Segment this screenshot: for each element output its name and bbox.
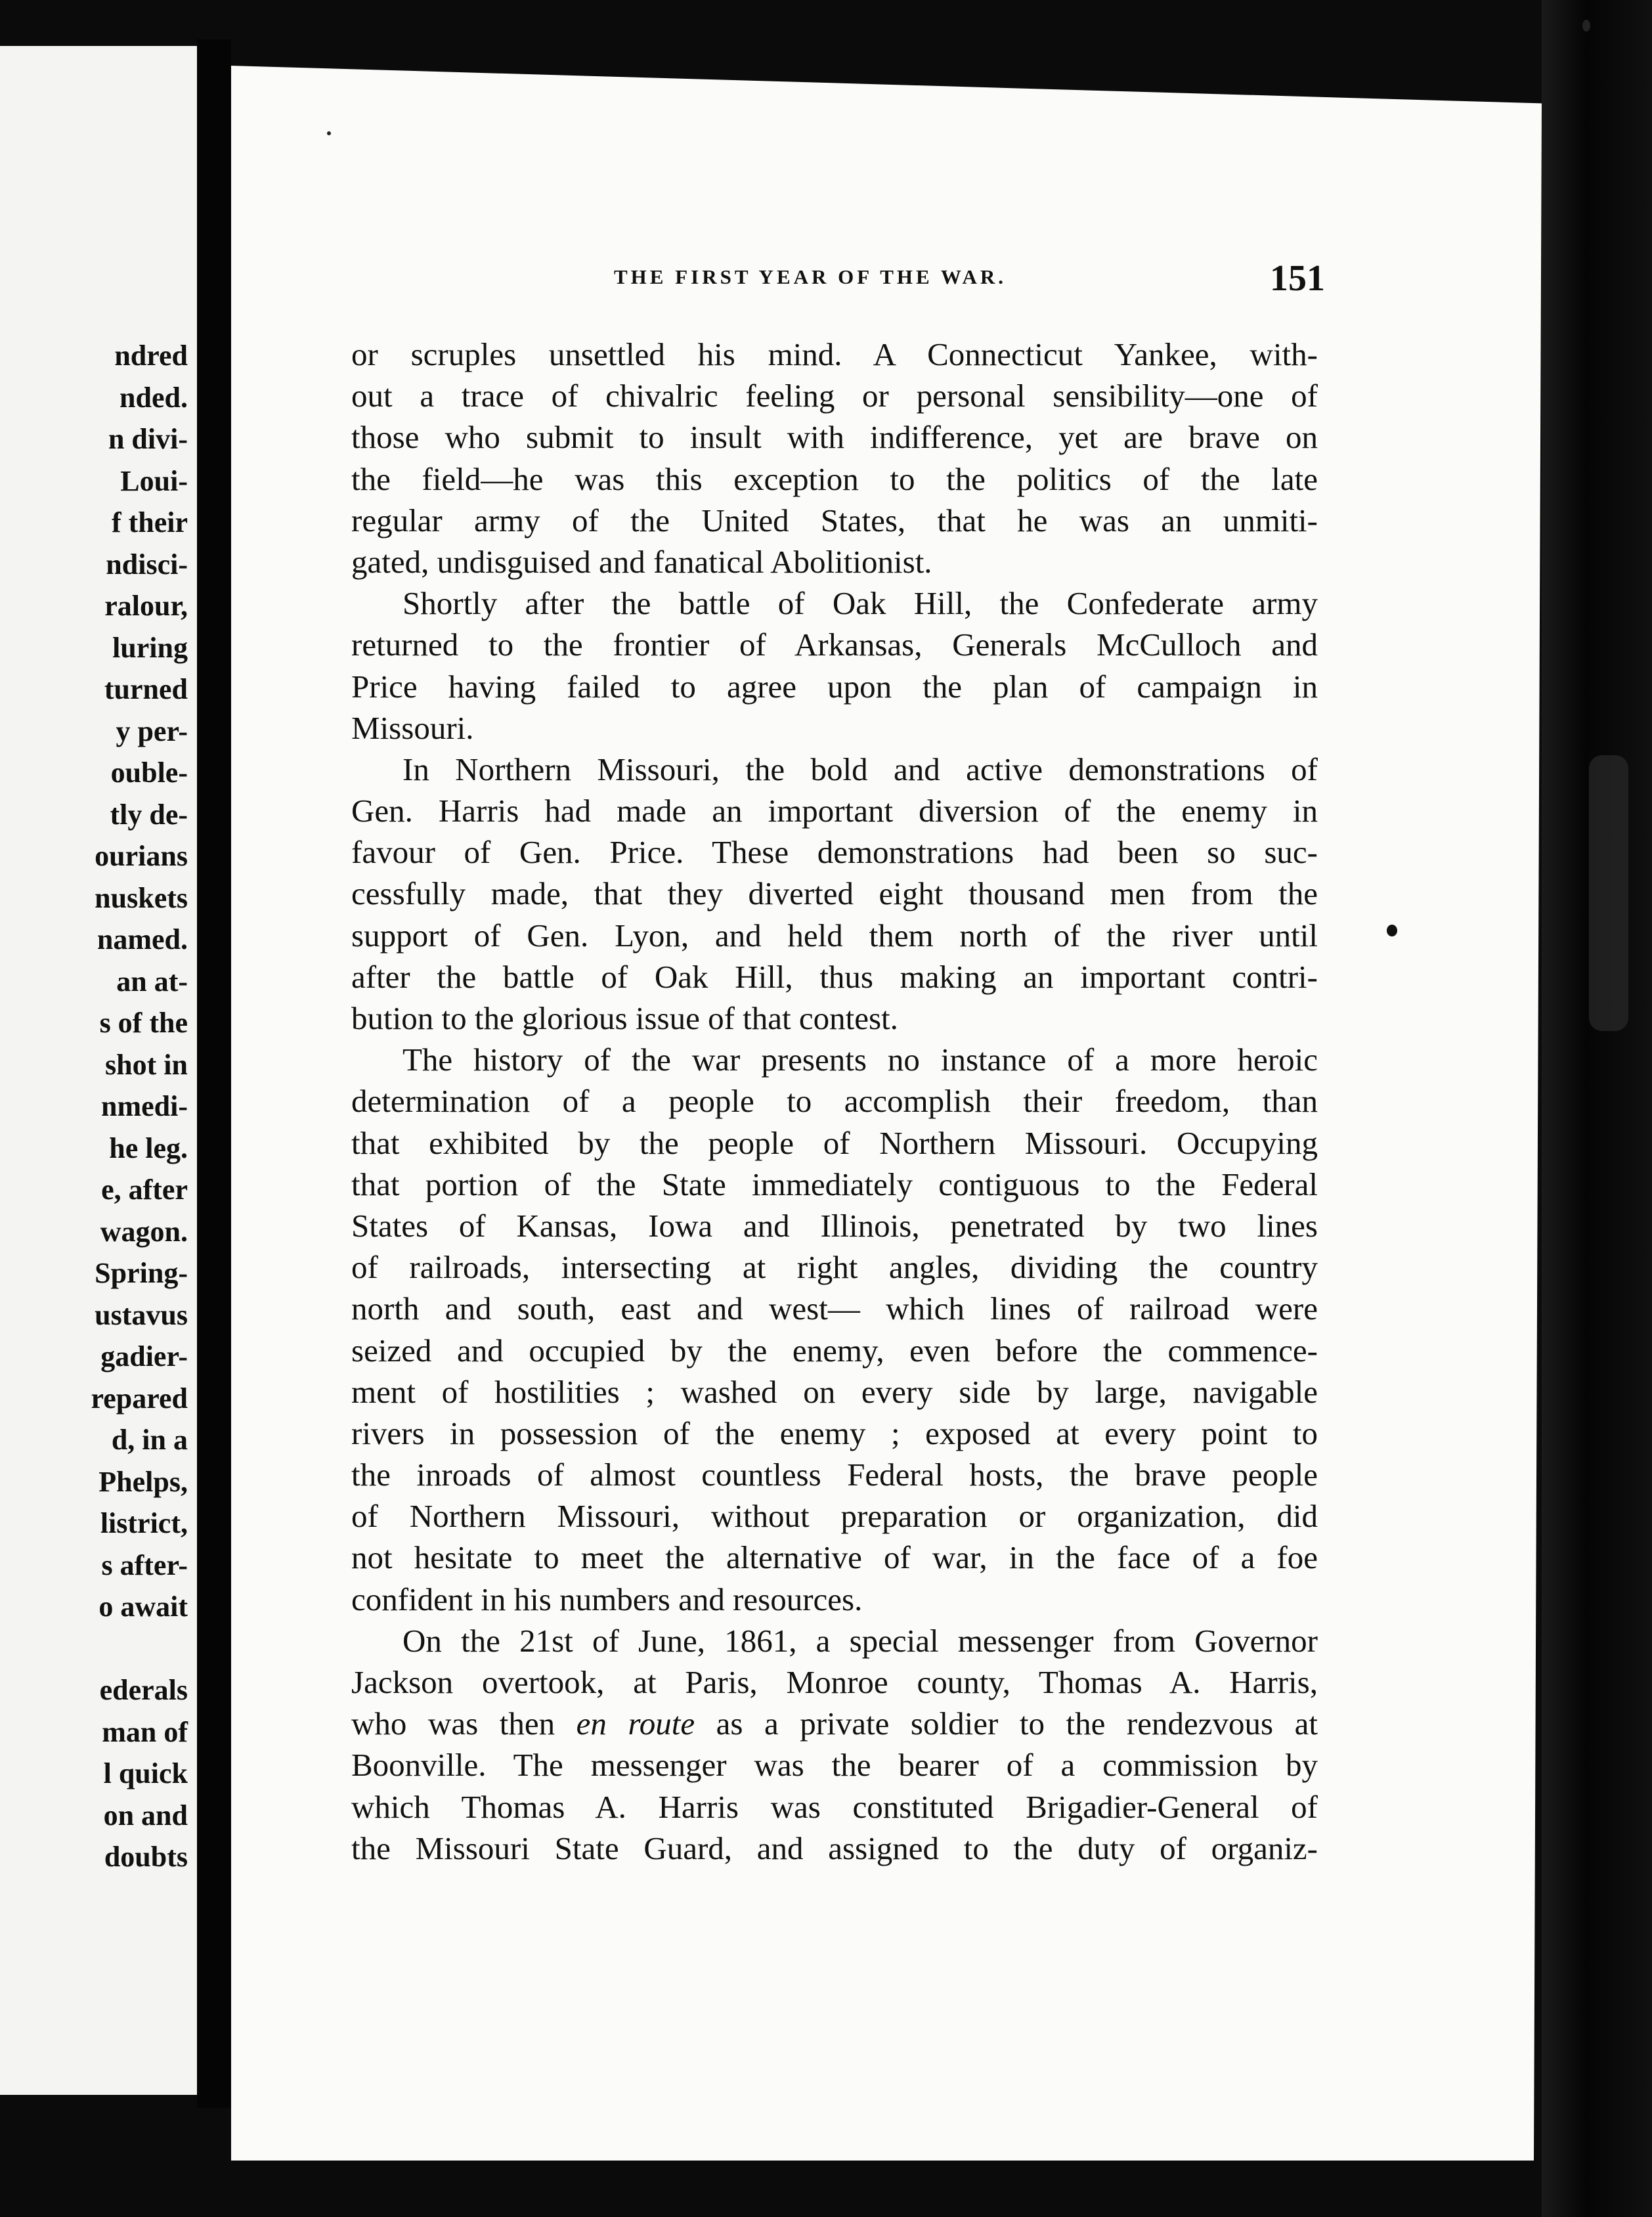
- left-facing-page: [0, 46, 197, 2095]
- left-line: Spring-: [95, 1257, 188, 1289]
- text-line: returned to the frontier of Arkansas, Generals McCulloch and: [351, 626, 1318, 663]
- speck: [327, 131, 331, 135]
- left-line: ederals: [99, 1674, 188, 1706]
- paragraph-first-line: In Northern Missouri, the bold and active demonstrations of: [402, 751, 1318, 787]
- text-line: seized and occupied by the enemy, even before the commence-: [351, 1332, 1318, 1369]
- ink-spot: [1387, 925, 1397, 936]
- left-line: ourians: [95, 840, 188, 872]
- text-line: Gen. Harris had made an important diversion of the enemy in: [351, 793, 1318, 829]
- text-line: Missouri.: [351, 709, 474, 746]
- text-line: north and south, east and west— which lines of railroad were: [351, 1290, 1318, 1327]
- text-line: rivers in possession of the enemy ; exposed at every point to: [351, 1415, 1318, 1451]
- text-line: the Missouri State Guard, and assigned to the duty of organiz-: [351, 1830, 1318, 1866]
- left-line: o await: [98, 1591, 188, 1623]
- left-line: nded.: [120, 381, 188, 414]
- text-line: bution to the glorious issue of that contest.: [351, 1000, 898, 1036]
- speck: [1582, 20, 1590, 32]
- body-text: [351, 334, 1318, 1869]
- left-page-text-fragments: [91, 335, 188, 1878]
- left-line: he leg.: [109, 1131, 188, 1164]
- text-line: the inroads of almost countless Federal hosts, the brave people: [351, 1457, 1318, 1493]
- left-line: an at-: [116, 965, 188, 998]
- left-line: listrict,: [100, 1507, 188, 1539]
- right-edge-shadow: [1589, 755, 1628, 1031]
- text-line: of railroads, intersecting at right angles, dividing the country: [351, 1249, 1318, 1286]
- text-line: Boonville. The messenger was the bearer of a commission by: [351, 1747, 1318, 1784]
- left-line: man of: [102, 1715, 188, 1748]
- paragraph-first-line: Shortly after the battle of Oak Hill, the Confederate army: [402, 585, 1318, 622]
- paragraph-first-line: The history of the war presents no instance of a more heroic: [402, 1042, 1318, 1078]
- text-line: favour of Gen. Price. These demonstrations had been so suc-: [351, 834, 1318, 871]
- running-head: THE FIRST YEAR OF THE WAR.: [614, 265, 1007, 288]
- paragraph-first-line: On the 21st of June, 1861, a special messenger from Governor: [402, 1622, 1318, 1659]
- left-line: ustavus: [95, 1298, 188, 1331]
- left-line: n divi-: [108, 423, 188, 455]
- text-line: Price having failed to agree upon the plan of campaign in: [351, 668, 1318, 705]
- text-line: not hesitate to meet the alternative of war, in the face of a foe: [351, 1539, 1318, 1576]
- left-line: l quick: [103, 1757, 188, 1789]
- left-line: e, after: [101, 1174, 188, 1206]
- text-fragment: as a private soldier to the rendezvous at: [716, 1705, 1318, 1742]
- text-line: out a trace of chivalric feeling or personal sensibility—one of: [351, 378, 1318, 414]
- left-line: y per-: [116, 714, 188, 747]
- left-line: Loui-: [120, 464, 188, 497]
- left-line: Phelps,: [98, 1465, 188, 1498]
- text-line: that portion of the State immediately contiguous to the Federal: [351, 1166, 1318, 1202]
- left-line: [91, 1628, 188, 1670]
- left-line: repared: [91, 1382, 188, 1415]
- left-line: tly de-: [110, 798, 188, 831]
- text-line: the field—he was this exception to the politics of the late: [351, 460, 1318, 497]
- text-line: of Northern Missouri, without preparation or organization, did: [351, 1498, 1318, 1535]
- text-line: Jackson overtook, at Paris, Monroe county, Thomas A. Harris,: [351, 1664, 1318, 1700]
- left-line: turned: [104, 673, 188, 705]
- left-line: f their: [111, 506, 188, 538]
- text-line: determination of a people to accomplish their freedom, than: [351, 1083, 1318, 1120]
- left-line: gadier-: [100, 1340, 188, 1372]
- book-gutter: [197, 39, 231, 2108]
- left-line: ralour,: [104, 590, 188, 622]
- text-line: or scruples unsettled his mind. A Connecticut Yankee, with-: [351, 336, 1318, 372]
- text-line: that exhibited by the people of Northern Missouri. Occupying: [351, 1124, 1318, 1161]
- left-line: luring: [112, 631, 188, 664]
- text-line: confident in his numbers and resources.: [351, 1581, 863, 1617]
- text-line: [351, 1703, 1318, 1744]
- text-line: after the battle of Oak Hill, thus making an important contri-: [351, 958, 1318, 995]
- right-page-edge: [1542, 0, 1652, 2217]
- text-line: cessfully made, that they diverted eight thousand men from the: [351, 875, 1318, 912]
- text-fragment: who was then: [351, 1705, 555, 1742]
- left-line: nmedi-: [101, 1090, 188, 1122]
- left-line: shot in: [105, 1048, 188, 1081]
- left-line: doubts: [104, 1841, 188, 1873]
- text-line: regular army of the United States, that he was an unmiti-: [351, 502, 1318, 538]
- left-line: named.: [97, 923, 188, 955]
- text-line: which Thomas A. Harris was constituted Brigadier-General of: [351, 1788, 1318, 1825]
- italic-phrase: en route: [576, 1705, 695, 1742]
- left-line: ndred: [114, 340, 188, 372]
- text-line: gated, undisguised and fanatical Abolitionist.: [351, 543, 932, 580]
- left-line: nuskets: [95, 881, 188, 914]
- left-line: ouble-: [110, 757, 188, 789]
- left-line: ndisci-: [106, 548, 188, 581]
- left-line: d, in a: [111, 1424, 188, 1456]
- text-line: those who submit to insult with indifference, yet are brave on: [351, 419, 1318, 456]
- left-line: s after-: [101, 1548, 188, 1581]
- text-line: States of Kansas, Iowa and Illinois, penetrated by two lines: [351, 1207, 1318, 1244]
- left-line: s of the: [99, 1007, 188, 1039]
- left-line: on and: [103, 1799, 188, 1832]
- text-line: support of Gen. Lyon, and held them north of the river until: [351, 917, 1318, 954]
- left-line: wagon.: [100, 1215, 188, 1248]
- text-line: ment of hostilities ; washed on every side by large, navigable: [351, 1373, 1318, 1410]
- page-number: 151: [1270, 258, 1325, 299]
